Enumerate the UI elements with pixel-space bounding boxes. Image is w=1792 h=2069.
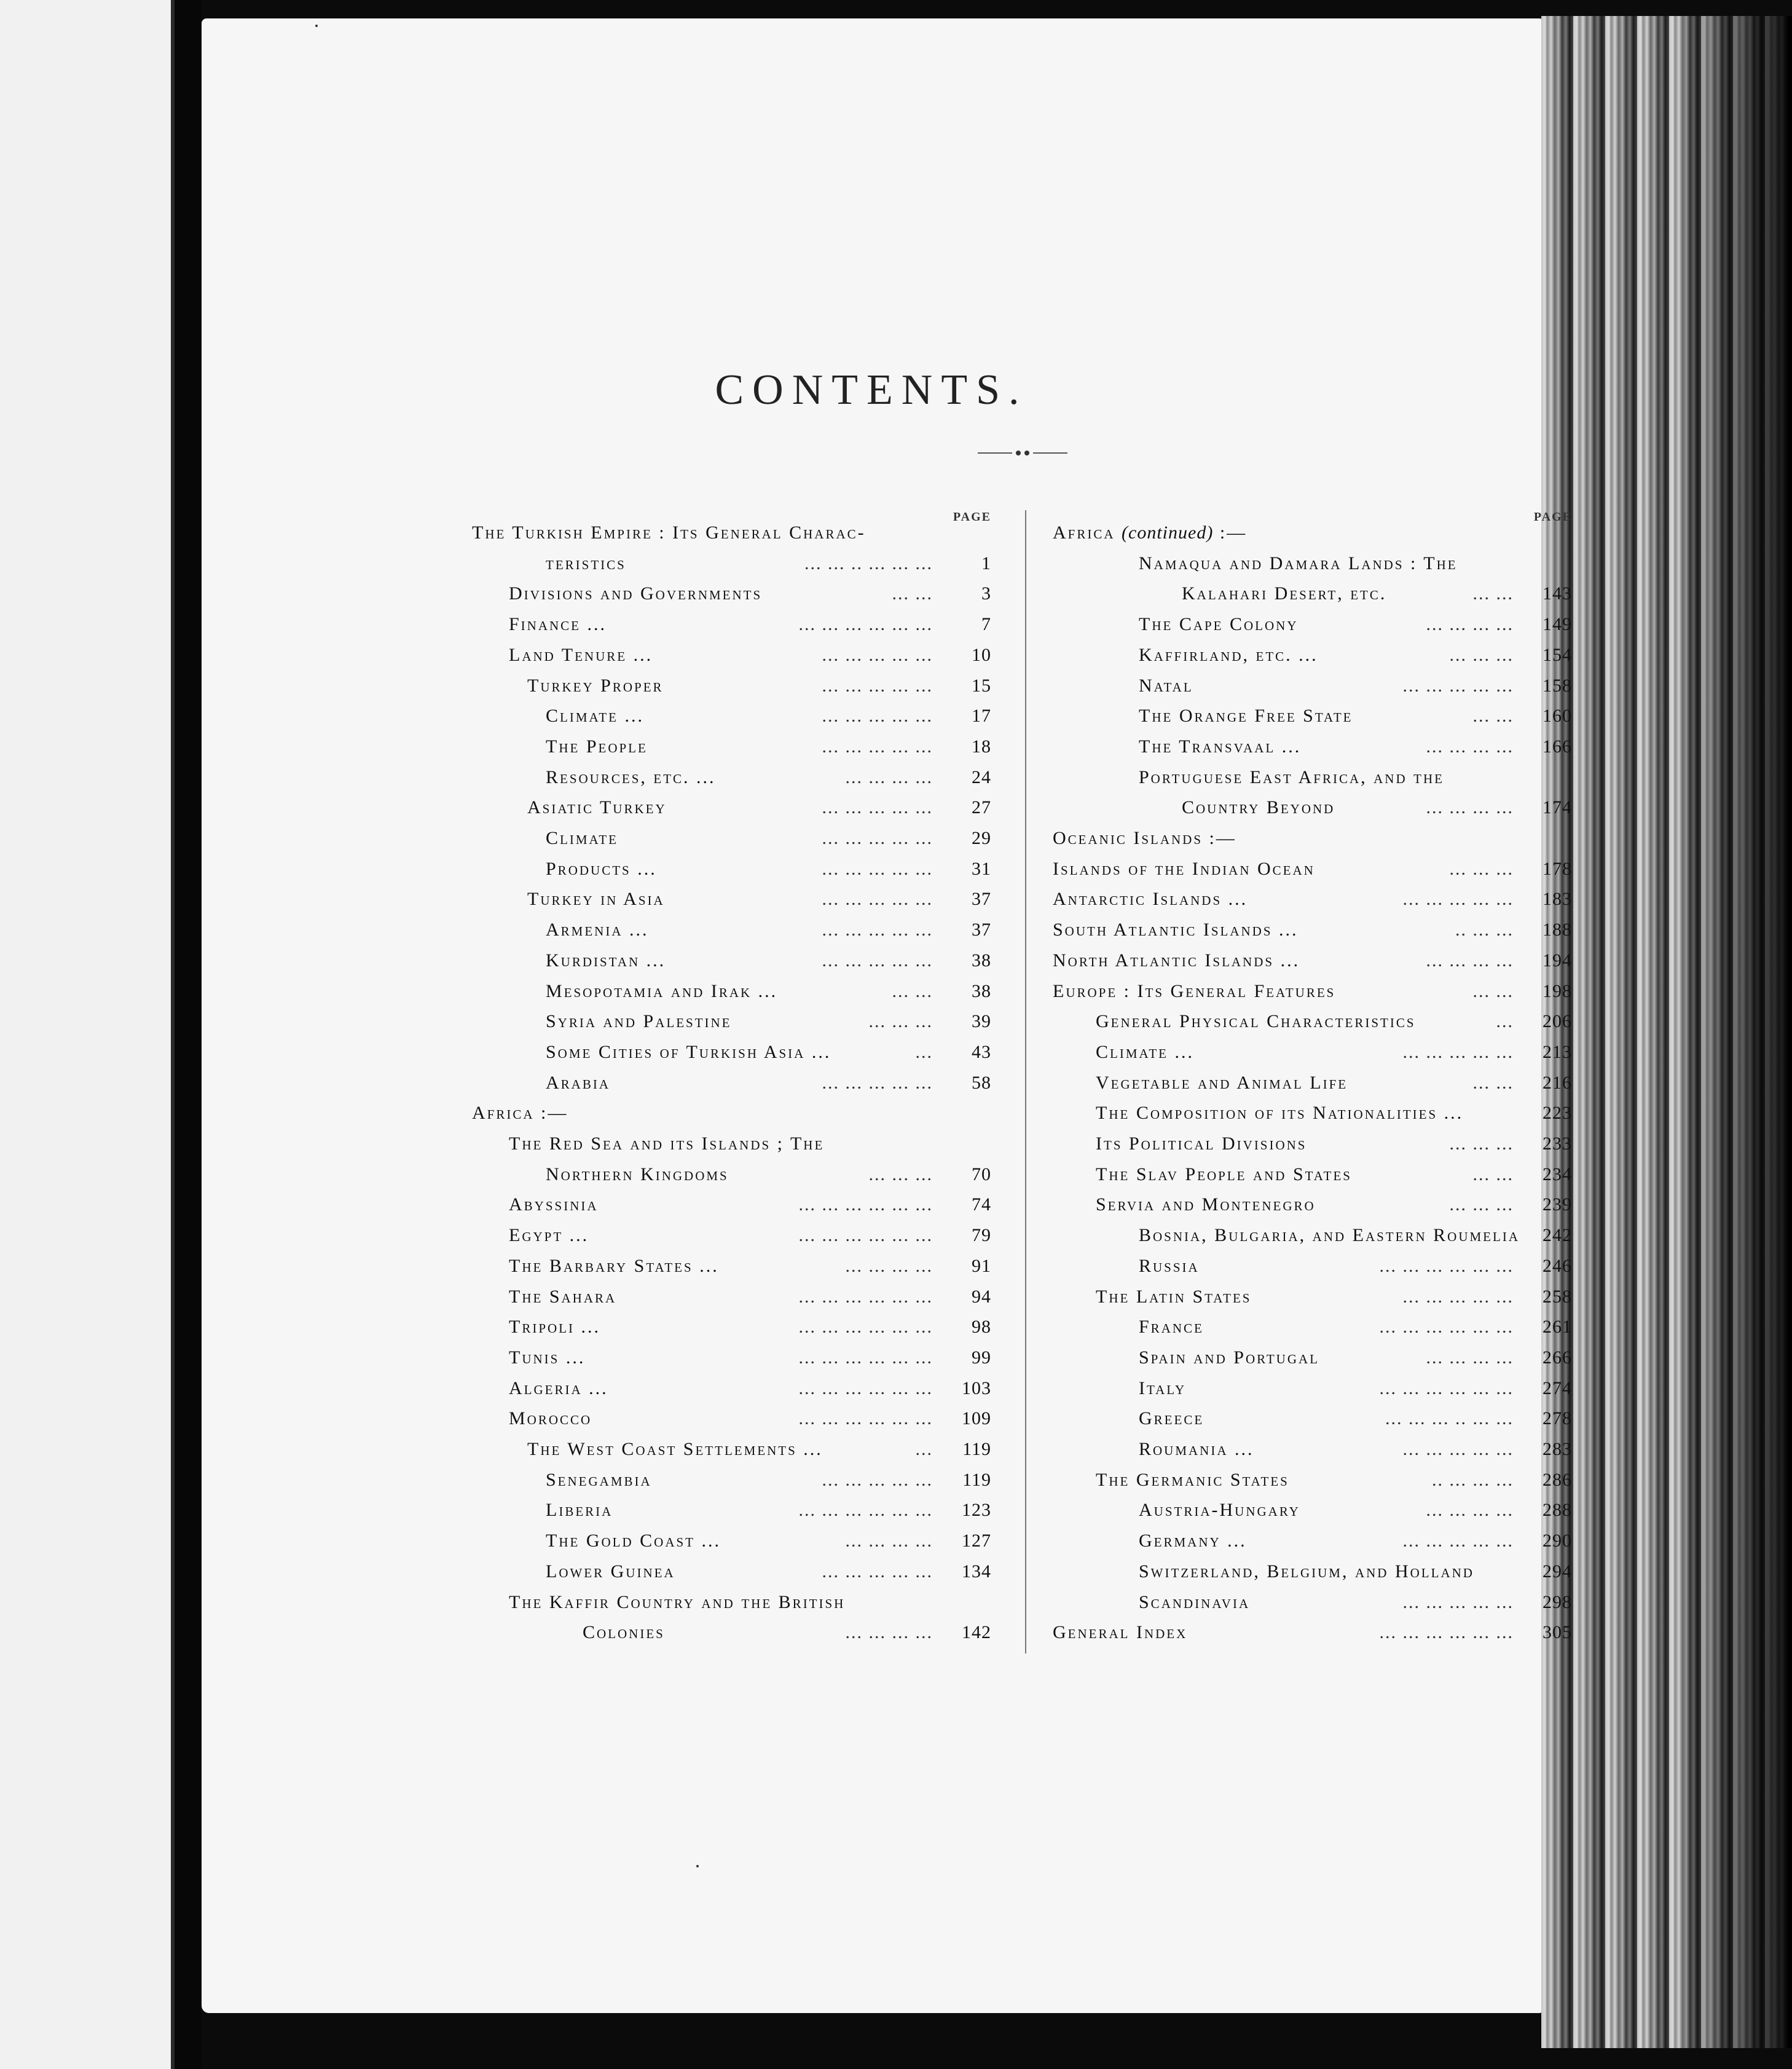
toc-entry — [1053, 1342, 1572, 1373]
contents-page — [202, 18, 1572, 2013]
toc-leader-dots: ... ... ... ... — [845, 1531, 933, 1551]
toc-entry — [472, 731, 991, 762]
toc-entry — [1053, 1129, 1572, 1159]
toc-entry — [1053, 518, 1572, 548]
toc-leader-dots: ... ... — [892, 980, 933, 1001]
toc-entry-title: Russia — [1139, 1255, 1200, 1276]
toc-leader-dots: ... ... ... — [1449, 644, 1514, 665]
toc-entry — [1053, 1159, 1572, 1190]
toc-entry-note: (continued) — [1122, 522, 1214, 543]
toc-entry — [1053, 1189, 1572, 1220]
toc-page-number: 286 — [1542, 1469, 1572, 1490]
toc-entry-title: Asiatic Turkey — [527, 797, 667, 818]
toc-entry-title: Climate ... — [546, 706, 644, 727]
toc-entry — [1053, 1098, 1572, 1129]
toc-entry — [1053, 762, 1572, 793]
toc-page-number: 58 — [972, 1072, 991, 1093]
toc-entry — [1053, 578, 1572, 609]
toc-page-number: 154 — [1542, 644, 1572, 665]
toc-leader-dots: ... ... ... ... ... ... — [798, 1500, 933, 1521]
toc-entry-title: Tunis ... — [509, 1347, 586, 1368]
toc-page-number: 261 — [1542, 1317, 1572, 1338]
toc-leader-dots: ... ... ... ... ... — [822, 1561, 933, 1582]
toc-entry-title: The Cape Colony — [1139, 614, 1299, 635]
toc-entry — [472, 1373, 991, 1404]
toc-entry — [1053, 1434, 1572, 1465]
toc-leader-dots: ... ... ... ... ... — [822, 828, 933, 848]
toc-page-number: 3 — [981, 583, 991, 604]
toc-page-number: 149 — [1542, 614, 1572, 635]
toc-page-number: 288 — [1542, 1500, 1572, 1521]
toc-entry — [1053, 1373, 1572, 1404]
toc-entry-title: Greece — [1139, 1408, 1204, 1429]
toc-entry-title: Kaffirland, etc. ... — [1139, 644, 1318, 665]
toc-entry — [1053, 1068, 1572, 1098]
toc-entry-title: The Kaffir Country and the British — [509, 1591, 846, 1612]
toc-leader-dots: ... ... ... ... ... — [1402, 1531, 1514, 1551]
toc-page-number: 119 — [962, 1469, 991, 1490]
toc-page-number: 142 — [962, 1622, 991, 1643]
toc-leader-dots: ... ... — [1472, 1072, 1514, 1093]
toc-page-number: 43 — [972, 1041, 991, 1062]
toc-entry-title: Spain and Portugal — [1139, 1347, 1320, 1368]
toc-page-number: 223 — [1542, 1103, 1572, 1124]
toc-leader-dots: ... ... ... ... ... — [1402, 889, 1514, 910]
toc-entry-title: The Turkish Empire : Its General Charac- — [472, 522, 866, 543]
toc-leader-dots: ... ... ... ... ... — [822, 889, 933, 910]
page-title: CONTENTS. — [715, 366, 1028, 414]
toc-leader-dots: ... ... ... ... ... ... — [798, 1377, 933, 1398]
toc-entry — [472, 1556, 991, 1587]
toc-entry — [1053, 1526, 1572, 1556]
toc-entry — [472, 854, 991, 885]
toc-entry-title: General Index — [1053, 1622, 1188, 1643]
toc-page-number: 99 — [972, 1347, 991, 1368]
toc-entry — [472, 1068, 991, 1098]
toc-page-number: 178 — [1542, 858, 1572, 879]
toc-leader-dots: ... — [915, 1439, 933, 1459]
toc-entry-title: Austria-Hungary — [1139, 1500, 1300, 1521]
toc-entry-title: Climate ... — [1096, 1041, 1194, 1062]
toc-leader-dots: ... ... ... ... ... ... — [1379, 1622, 1514, 1643]
toc-entry — [1053, 609, 1572, 640]
toc-page-number: 188 — [1542, 920, 1572, 940]
toc-entry — [472, 1342, 991, 1373]
toc-page-number: 258 — [1542, 1286, 1572, 1307]
toc-entry-title: Syria and Palestine — [546, 1011, 732, 1032]
toc-leader-dots: ... ... ... ... ... — [1402, 1439, 1514, 1459]
toc-page-number: 98 — [972, 1317, 991, 1338]
toc-entry — [472, 701, 991, 731]
title-ornament — [978, 450, 1069, 456]
toc-page-number: 109 — [962, 1408, 991, 1429]
toc-entry — [1053, 640, 1572, 671]
toc-page-number: 166 — [1542, 736, 1572, 757]
toc-page-number: 143 — [1542, 583, 1572, 604]
toc-leader-dots: ... ... ... ... — [1426, 950, 1514, 971]
toc-entry-title: The Red Sea and its Islands ; The — [509, 1133, 825, 1154]
toc-entry — [1053, 1465, 1572, 1496]
toc-entry-title: The People — [546, 736, 648, 757]
toc-page-number: 266 — [1542, 1347, 1572, 1368]
toc-entry-title: Colonies — [583, 1622, 665, 1643]
toc-entry-title: Oceanic Islands :— — [1053, 828, 1236, 848]
toc-leader-dots: ... ... ... ... — [1426, 797, 1514, 818]
toc-entry-title: Mesopotamia and Irak ... — [546, 980, 778, 1001]
toc-entry — [1053, 548, 1572, 579]
toc-page-number: 174 — [1542, 797, 1572, 818]
toc-leader-dots: ... ... ... ... ... ... — [798, 614, 933, 635]
toc-leader-dots: ... ... ... — [1449, 1133, 1514, 1154]
toc-leader-dots: ... ... ... ... ... — [1402, 1041, 1514, 1062]
toc-entry-title: Natal — [1139, 675, 1193, 696]
toc-leader-dots: ... ... ... — [868, 1011, 933, 1032]
toc-page-number: 1 — [981, 553, 991, 573]
toc-entry-title: Land Tenure ... — [509, 644, 653, 665]
toc-page-number: 294 — [1542, 1561, 1572, 1582]
toc-page-number: 198 — [1542, 980, 1572, 1001]
toc-page-number: 239 — [1542, 1194, 1572, 1215]
toc-leader-dots: ... ... — [1472, 980, 1514, 1001]
toc-leader-dots: ... ... ... ... ... — [822, 797, 933, 818]
toc-entry-title: Portuguese East Africa, and the — [1139, 767, 1444, 787]
toc-entry — [1053, 1037, 1572, 1068]
toc-leader-dots: ... ... ... ... ... — [822, 920, 933, 940]
toc-page-number: 242 — [1542, 1225, 1572, 1246]
toc-entry-title: Country Beyond — [1182, 797, 1335, 818]
toc-leader-dots: .. ... ... ... — [1432, 1469, 1514, 1490]
toc-page-number: 119 — [962, 1439, 991, 1459]
toc-entry — [1053, 671, 1572, 701]
book-gutter — [175, 0, 202, 2069]
toc-leader-dots: ... ... ... ... ... — [1402, 1591, 1514, 1612]
toc-page-number: 37 — [972, 889, 991, 910]
toc-page-number: 103 — [962, 1377, 991, 1398]
toc-entry — [1053, 1617, 1572, 1648]
toc-page-number: 246 — [1542, 1255, 1572, 1276]
toc-entry — [472, 671, 991, 701]
toc-entry — [472, 945, 991, 976]
toc-entry — [1053, 1282, 1572, 1312]
toc-entry — [1053, 854, 1572, 885]
toc-leader-dots: ... ... ... ... ... ... — [1379, 1317, 1514, 1338]
toc-entry-title: Finance ... — [509, 614, 607, 635]
toc-entry-title: Germany ... — [1139, 1531, 1247, 1551]
toc-page-number: 10 — [972, 644, 991, 665]
toc-page-number: 7 — [981, 614, 991, 635]
toc-page-number: 160 — [1542, 706, 1572, 727]
toc-entry-title: Egypt ... — [509, 1225, 589, 1246]
toc-page-number: 79 — [972, 1225, 991, 1246]
toc-page-number: 27 — [972, 797, 991, 818]
toc-leader-dots: ... ... ... ... — [845, 1255, 933, 1276]
toc-entry-title: Antarctic Islands ... — [1053, 889, 1248, 910]
toc-leader-dots: ... ... ... ... ... ... — [1379, 1255, 1514, 1276]
toc-page-number: 31 — [972, 858, 991, 879]
toc-entry-title: Kurdistan ... — [546, 950, 666, 971]
toc-leader-dots: ... ... ... ... ... — [822, 644, 933, 665]
toc-entry-title: North Atlantic Islands ... — [1053, 950, 1300, 971]
toc-entry-title: Italy — [1139, 1377, 1187, 1398]
previous-page-edge — [0, 0, 175, 2069]
toc-entry — [1053, 1006, 1572, 1037]
toc-entry — [1053, 884, 1572, 915]
toc-entry-title: The Barbary States ... — [509, 1255, 719, 1276]
toc-page-number: 37 — [972, 920, 991, 940]
toc-entry — [1053, 1251, 1572, 1282]
toc-entry-title: Turkey in Asia — [527, 889, 665, 910]
toc-entry-title: Vegetable and Animal Life — [1096, 1072, 1348, 1093]
toc-entry-title: Turkey Proper — [527, 675, 664, 696]
toc-entry-title: Abyssinia — [509, 1194, 599, 1215]
toc-entry-title: Armenia ... — [546, 920, 649, 940]
toc-entry-title: Africa :— — [472, 1103, 568, 1124]
toc-entry-title: Scandinavia — [1139, 1591, 1251, 1612]
toc-entry — [472, 640, 991, 671]
toc-entry-title: Tripoli ... — [509, 1317, 600, 1338]
toc-entry — [1053, 731, 1572, 762]
toc-page-number: 158 — [1542, 675, 1572, 696]
toc-entry-title: Some Cities of Turkish Asia ... — [546, 1041, 831, 1062]
toc-entry — [472, 1189, 991, 1220]
page-column-heading: PAGE — [953, 510, 991, 524]
toc-leader-dots: ... ... ... ... — [845, 1622, 933, 1643]
toc-entry-tail: :— — [1213, 522, 1248, 543]
toc-entry — [472, 578, 991, 609]
toc-entry — [472, 1037, 991, 1068]
toc-leader-dots: ... ... ... — [1449, 858, 1514, 879]
toc-page-number: 234 — [1542, 1164, 1572, 1184]
column-divider — [1025, 510, 1026, 1653]
toc-leader-dots: ... ... ... ... ... ... — [1379, 1377, 1514, 1398]
toc-leader-dots: ... ... ... ... ... — [822, 858, 933, 879]
toc-leader-dots: ... ... — [892, 583, 933, 604]
toc-leader-dots: ... ... ... ... ... — [1402, 1286, 1514, 1307]
toc-entry-title: Senegambia — [546, 1469, 652, 1490]
toc-entry — [1053, 915, 1572, 945]
toc-entry-title: The Sahara — [509, 1286, 617, 1307]
toc-entry — [1053, 976, 1572, 1007]
toc-entry — [1053, 945, 1572, 976]
toc-entry-title: The Slav People and States — [1096, 1164, 1352, 1184]
toc-entry-title: France — [1139, 1317, 1204, 1338]
toc-leader-dots: ... ... ... ... ... — [822, 736, 933, 757]
toc-entry-title: Africa (continued) :— — [1053, 522, 1248, 543]
toc-entry-title: teristics — [546, 553, 626, 573]
toc-leader-dots: ... ... ... ... ... — [822, 675, 933, 696]
toc-entry-title: Islands of the Indian Ocean — [1053, 858, 1315, 879]
toc-entry — [472, 915, 991, 945]
toc-entry — [472, 1006, 991, 1037]
toc-entry — [472, 1251, 991, 1282]
toc-entry-title: The Gold Coast ... — [546, 1531, 721, 1551]
toc-leader-dots: ... ... ... ... — [1426, 614, 1514, 635]
toc-leader-dots: ... ... ... ... ... — [822, 1072, 933, 1093]
toc-entry-title: The West Coast Settlements ... — [527, 1439, 823, 1459]
toc-page-number: 94 — [972, 1286, 991, 1307]
toc-page-number: 298 — [1542, 1591, 1572, 1612]
toc-page-number: 213 — [1542, 1041, 1572, 1062]
toc-leader-dots: ... ... — [1472, 1164, 1514, 1184]
toc-entry-title: Resources, etc. ... — [546, 767, 716, 787]
toc-leader-dots: .. ... ... — [1455, 920, 1514, 940]
toc-entry-title: Its Political Divisions — [1096, 1133, 1307, 1154]
toc-entry — [472, 823, 991, 854]
print-speck — [315, 25, 318, 27]
toc-entry — [472, 1129, 991, 1159]
toc-entry — [472, 1434, 991, 1465]
toc-page-number: 17 — [972, 706, 991, 727]
toc-entry — [472, 1465, 991, 1496]
toc-leader-dots: ... ... ... ... ... — [1402, 675, 1514, 696]
toc-entry-title: Climate — [546, 828, 618, 848]
toc-page-number: 278 — [1542, 1408, 1572, 1429]
toc-leader-dots: ... ... ... ... — [845, 767, 933, 787]
toc-page-number: 134 — [962, 1561, 991, 1582]
toc-page-number: 15 — [972, 675, 991, 696]
toc-entry — [472, 1312, 991, 1342]
toc-page-number: 283 — [1542, 1439, 1572, 1459]
toc-page-number: 24 — [972, 767, 991, 787]
toc-page-number: 194 — [1542, 950, 1572, 971]
toc-entry — [1053, 823, 1572, 854]
toc-page-number: 38 — [972, 950, 991, 971]
toc-leader-dots: ... ... .. ... ... ... — [804, 553, 933, 573]
toc-entry-title: South Atlantic Islands ... — [1053, 920, 1299, 940]
toc-leader-dots: ... ... ... ... — [1426, 1500, 1514, 1521]
toc-entry-title: Servia and Montenegro — [1096, 1194, 1316, 1215]
toc-entry — [472, 884, 991, 915]
toc-entry — [1053, 701, 1572, 731]
toc-leader-dots: ... ... ... ... ... ... — [798, 1194, 933, 1215]
toc-entry — [472, 1220, 991, 1251]
toc-entry — [1053, 1220, 1572, 1251]
toc-entry-title: Divisions and Governments — [509, 583, 763, 604]
toc-entry-title: The Composition of its Nationalities ... — [1096, 1103, 1464, 1124]
toc-entry-title: Kalahari Desert, etc. — [1182, 583, 1387, 604]
toc-page-number: 123 — [962, 1500, 991, 1521]
toc-page-number: 38 — [972, 980, 991, 1001]
toc-page-number: 29 — [972, 828, 991, 848]
toc-entry — [472, 1403, 991, 1434]
toc-entry — [472, 976, 991, 1007]
toc-entry-title: Algeria ... — [509, 1377, 608, 1398]
toc-entry-title: Lower Guinea — [546, 1561, 675, 1582]
toc-entry — [1053, 1587, 1572, 1618]
toc-entry — [472, 609, 991, 640]
toc-entry — [472, 1526, 991, 1556]
toc-leader-dots: ... ... — [1472, 706, 1514, 727]
toc-page-number: 183 — [1542, 889, 1572, 910]
page-stack-shadow — [1684, 16, 1792, 2048]
toc-page-number: 127 — [962, 1531, 991, 1551]
toc-entry — [472, 1282, 991, 1312]
toc-entry-title: Products ... — [546, 858, 657, 879]
toc-entry — [472, 1617, 991, 1648]
toc-entry-title: Europe : Its General Features — [1053, 980, 1336, 1001]
toc-page-number: 274 — [1542, 1377, 1572, 1398]
toc-leader-dots: ... ... ... — [868, 1164, 933, 1184]
toc-entry — [472, 1098, 991, 1129]
toc-leader-dots: ... ... — [1472, 583, 1514, 604]
toc-page-number: 305 — [1542, 1622, 1572, 1643]
toc-entry-title: Roumania ... — [1139, 1439, 1254, 1459]
toc-entry — [1053, 792, 1572, 823]
toc-leader-dots: ... ... ... ... — [1426, 736, 1514, 757]
print-speck — [696, 1865, 699, 1867]
toc-page-number: 206 — [1542, 1011, 1572, 1032]
toc-entry-title: Morocco — [509, 1408, 592, 1429]
toc-entry-title: Northern Kingdoms — [546, 1164, 729, 1184]
toc-entry — [472, 762, 991, 793]
toc-entry-title: Namaqua and Damara Lands : The — [1139, 553, 1458, 573]
toc-page-number: 290 — [1542, 1531, 1572, 1551]
toc-entry — [1053, 1556, 1572, 1587]
toc-page-number: 18 — [972, 736, 991, 757]
toc-entry — [1053, 1495, 1572, 1526]
toc-leader-dots: ... ... ... — [1449, 1194, 1514, 1215]
toc-leader-dots: ... ... ... ... ... ... — [798, 1286, 933, 1307]
toc-leader-dots: ... ... ... ... ... — [822, 950, 933, 971]
toc-leader-dots: ... ... ... .. ... ... — [1385, 1408, 1514, 1429]
toc-entry — [1053, 1312, 1572, 1342]
toc-leader-dots: ... — [915, 1041, 933, 1062]
toc-leader-dots: ... ... ... ... ... ... — [798, 1408, 933, 1429]
toc-entry-title: Bosnia, Bulgaria, and Eastern Roumelia — [1139, 1225, 1520, 1246]
toc-entry-title: Liberia — [546, 1500, 613, 1521]
toc-entry — [472, 518, 991, 548]
toc-entry-title: Switzerland, Belgium, and Holland — [1139, 1561, 1474, 1582]
toc-entry-title: The Germanic States — [1096, 1469, 1289, 1490]
toc-entry-title: General Physical Characteristics — [1096, 1011, 1416, 1032]
toc-entry — [472, 548, 991, 579]
toc-leader-dots: ... ... ... ... — [1426, 1347, 1514, 1368]
toc-leader-dots: ... ... ... ... ... — [822, 1469, 933, 1490]
toc-entry — [472, 1587, 991, 1618]
toc-page-number: 70 — [972, 1164, 991, 1184]
toc-leader-dots: ... ... ... ... ... ... — [798, 1347, 933, 1368]
toc-entry-title: The Transvaal ... — [1139, 736, 1302, 757]
toc-entry-title: The Latin States — [1096, 1286, 1252, 1307]
toc-entry-title: Arabia — [546, 1072, 611, 1093]
toc-page-number: 91 — [972, 1255, 991, 1276]
page-column-heading: PAGE — [1533, 510, 1572, 524]
toc-entry — [472, 1495, 991, 1526]
toc-page-number: 233 — [1542, 1133, 1572, 1154]
toc-entry — [1053, 1403, 1572, 1434]
toc-leader-dots: ... ... ... ... ... ... — [798, 1225, 933, 1246]
toc-page-number: 216 — [1542, 1072, 1572, 1093]
toc-page-number: 74 — [972, 1194, 991, 1215]
toc-leader-dots: ... — [1496, 1011, 1514, 1032]
toc-leader-dots: ... ... ... ... ... — [822, 706, 933, 727]
toc-entry — [472, 792, 991, 823]
toc-leader-dots: ... ... ... ... ... ... — [798, 1317, 933, 1338]
toc-page-number: 39 — [972, 1011, 991, 1032]
toc-entry — [472, 1159, 991, 1190]
toc-entry-title: The Orange Free State — [1139, 706, 1353, 727]
